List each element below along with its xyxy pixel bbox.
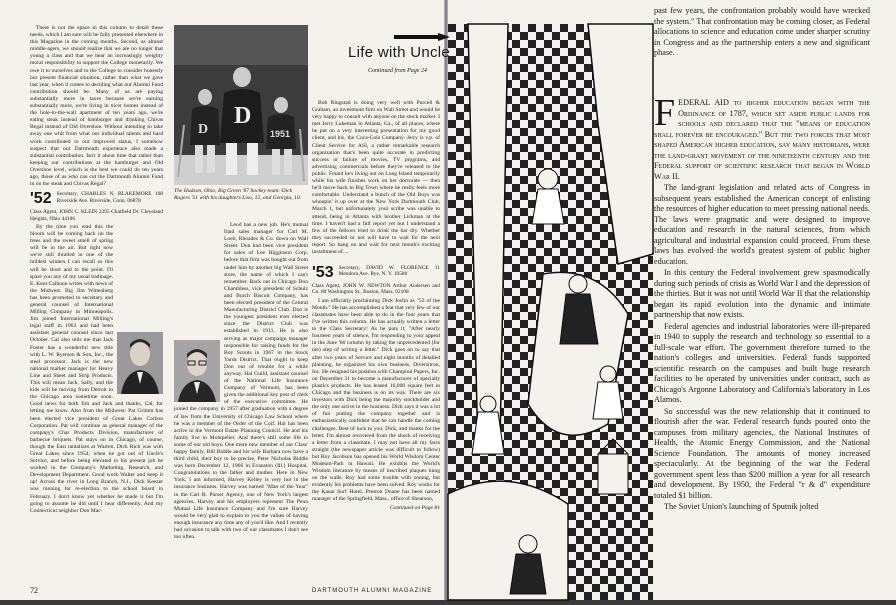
class-52-header [30,191,163,207]
essay-paragraph-3: In this century the Federal involvement grew spasmodically during such periods of crisis as World War I and the depression of the thirties. But it was not until World War II that the relationship began its rapid evolution into the dynamic and intimate partnership that now exists. [654,268,870,319]
continued-from-label: Continued from Page 24 [368,68,427,74]
class-52-number: '52 [30,190,52,208]
checkerboard-illustration [448,24,653,600]
portrait-photo-grimm [117,332,163,394]
essay-top-text [654,6,870,70]
class-52-secretary: Secretary, CHARLES N. BLAKEMORE 168 Riverside Ave. Riverside, Conn. 06878 [56,191,163,204]
class-53-secretary: Secretary, DAVID W. FLORENCE 11 Mendora Ave. Rye, N. Y. 10580 [338,265,440,278]
class-52-news-text: By the time you read this the bloom will be coming back on the trees and the sweet smell of spring will be in the air. But right now we're still thralled in one of the mildest winters I can recall so this will be short and to the point. I'll spare you any of my usual badinage. E. Kent Calhoun writes with news of the Midwest. Big Jim Wittenberg has been promoted to secretary and general counsel of International Milling Company in Minneapolis. Jim joined International Milling's legal staff in 1963 and had been assistant general counsel since last October. Cal also tells me that Jack Foster has a wonderful new title with L. W. Ryerson & Son, Inc., the steel processor. Jack is the new national market manager for Heavy Line and Sheet and Strip Products. This will mean Jack, Sally, and the kids will be moving from Detroit to the Chicago area sometime soon. Good news for both Jim and Jack and thanks, Cal, for letting me know. Also from the Midwest: Pat Grimm has been elected vice president of Great Lakes Carbon Corporation. Pat will continue as general manager of the company's Char Products Division, manufacturer of barbecue briquets. Pat stays on in Chicago, of course, though the East tantalizes at Warren. Dick Rich was with Great Lakes since 1954, when he got out of Uncle's Service, and before being elevated to his present job he worked in the Company's Marketing, Research, and Development Department. Good work Walter and keep it up! Across the river in Long Branch, N.J., Dick Keezer was running for re-election to the school board in February. I don't know yet whether he made it but I'm going to assume he did until I hear differently. And my Connecticut neighbor Don Mac- [30,223,163,514]
class-52-agent: Class Agent, JOHN C. KLEIN 2295 Chatfield Dr. Cleveland Heights, Ohio 44106 [30,209,163,222]
class-53-number: '53 [312,264,334,281]
class-notes-column-2 [174,222,308,593]
svg-text:1951: 1951 [270,129,291,139]
essay-paragraph-1: EDERAL AID to higher education began with the Ordinance of 1787, which set aside public lands for schools and declared that the "means of education shall forever be encouraged." But the two forces that most shaped American higher education, say many historians, were the land-grant movement of the nineteenth century and the Federal support of scientific research that began in World War II. [654,98,870,181]
essay-body [654,92,870,598]
essay-paragraph-4: Federal agencies and industrial laboratories were ill-prepared in 1940 to supply the research and technology so essential to a full-scale war effort. The government therefore turned to the nation's colleges and universities. Federal funds supported scientific research on the campuses and built huge research facilities to be operated by universities under contract, such as Chicago's Argonne Laboratory and California's laboratory in Los Alamos. [654,321,870,404]
title-arrow-icon [394,28,450,36]
magazine-footer: DARTMOUTH ALUMNI MAGAZINE [312,588,433,594]
hockey-team-photo [174,25,308,185]
class-53-header [312,265,440,281]
essay-paragraph-5: So successful was the new relationship that it continued to flourish after the war. Federal research funds poured onto the campuses from military agencies, the National Institutes of Health, the Atomic Energy Commission, and the National Science Foundation. The amounts of money increased spectacularly. At the beginning of the war the Federal government spent less than $200 million a year for all research and development. By 1950, the Federal "r & d" expenditure totaled $1 billion. [654,406,870,500]
class-53-column [312,262,440,592]
continued-on-label: Continued on Page 81 [389,504,440,511]
class-notes-column-1 [30,25,163,593]
hockey-photo-caption: The Hudson, Ohio, Big Green '67 hockey team: Dick Rogers '51 with his daughters Lisa, 12, and Georgia, 10. [174,188,302,201]
drop-cap: F [654,92,676,134]
essay-paragraph-6: The Soviet Union's launching of Sputnik jolted [664,502,819,511]
svg-text:D: D [198,122,209,137]
page-number-left: 72 [30,586,38,595]
class-52-news-final: Bob Ringstad is doing very well with Purcell & Graham, an investment firm on Wall Street and would be very happy to consult with anyone on the stock market. I met Jerry Lukeman in Atlanta, Ga., of all places, where he put on a very interesting presentation for my good client, and his, the Coca-Cola Company. Jerry is v.p. of Client Service for ASI, a rather remarkable research organization that's been quite accurate in predicting success or failure of movies, TV programs, and advertising commercials before they're released to the public. Found he's living out on Long Island temporarily while his wife finishes work on her doctorate — then he'll move back to Big Town where he really feels more comfortable. Understand a bunch of the Old Boys was whoopin' it up over at the New York Dartmouth Club, March 1, but unfortunately your scribe was unable to attend, being in Atlanta with brother Lickman at the time. I haven't had a full report yet but I understand a few of the fellows tried to drink the bar dry. Whether they succeeded or not will have to wait for the next report. So hang on and wait for next month's exciting installment of.... [312,100,440,255]
essay-top-paragraph: past few years, the confrontation probably would have wrecked the system." That confrontation may be coming closer, as Federal allocations to science and education come under sharper scrutiny in Congress and as the partnership enters a new and significant phase. [654,6,870,57]
class-52-news-block [30,224,163,515]
feature-title: Life with Uncle [348,44,451,61]
essay-paragraph-2: The land-grant legislation and related acts of Congress in subsequent years established the American concept of enlisting the resources of higher education to meet pressing national needs. The laws were pragmatic and were designed to improve education and research in the natural sciences, from which agricultural and industrial expansion could proceed. From these laws has evolved the world's greatest system of public higher education. [654,183,870,266]
column-intro-text: There is not the space in this column to detail these needs, which I am sure will be fully presented elsewhere in this Magazine in the coming months. Second, as almost middle-agers, we should realize that we are no longer that young a class and that we bear an increasingly weighty moral responsibility to support the College monetarily. We owe it to ourselves and to the College to consider honestly our present financial situation, rather than what we gave last year, when it comes to deciding what our Alumni Fund contribution should be. Many of us are paying substantially more in taxes because we're earning substantially more, we're living in nicer homes instead of the hole-in-the-wall apartment of ten years ago, we're eating steak instead of hamburger and drinking Chivas Regal instead of Old Overshoe. Without intending to take away one whit from what our individual talents and hard work contributed to our improved status, I somehow suspect that our Dartmouth experience also made a substantial contribution. Isn't it about time that rather than keeping our contributions at the hamburger and Old Overshoe level, which is the best we could do ten years ago, those of us who can cut the Dartmouth Alumni Fund in on the steak and Chivas Regal? [30,25,163,188]
portrait-photo-guild [174,340,220,402]
class-52-news-continued: Leod has a new job. He's mutual fund sales manager for Carl M. Loeb, Rhoades & Co. down on Wall Street. Don had been vice president for sales of Lee Higginson Corp. before that firm was bought out from under him by another big Wall Street store, the name of which I can't remember. Back out in Chicago Don Chambless, vice president of Schulz and Burch Biscuit Company, has been elected president of the Central Manufacturing District Club. Don is the youngest president ever elected since the District Club was established in 1911. He is also serving as major campaign manager responsible for raising funds for the Boy Scouts in 1967 in the Stock Yards District. That ought to keep Don out of trouble for a while anyway. Hal Guild, assistant counsel of the National Life Insurance Company of Vermont, has been given the additional key post of clerk of the executive committee. He joined the company in 1957 after graduation with a degree of law from the University of Chicago Law School where he was a member of the Order of the Coif. Hal has been active in the Vermont Estate Planning Council. He and his family live in Montpelier. And there's still some life in some of our old boys. One more new member of our Class' happy family. Bill Biddle and his wife Barbara now have a third child, their boy to be precise, Peter Nicholas Biddle was born December 12, 1966 in Evanston (Ill.) Hospital. Congratulations to the father and mother. Here in New York, I am informed, Harvey Kelley is very hot in the insurance business. Harvey was named "Man of the Year" in the Carl R. Purser Agency, one of New York's largest agencies. Harvey and his employers represent The Penn Mutual Life Insurance Company and I'm sure Harvey would be very glad to explain to you the values of having enough insurance any time any of you'd like. And I recently had occasion to talk with two of our classmates I don't see too often. [174,222,308,541]
svg-text:D: D [234,103,252,129]
life-with-uncle-column [312,100,440,260]
class-53-news-text: I am officially proclaiming Dick Joslin as "53 of the Month." He has accomplished a feat that very few of our classmates have been able to do in the four years that I've written this column. He has actually written a letter to the Class Secretary! As he puts it, "After nearly fourteen years of silence, I'm responding to your appeal in the June '66 column by taking the unprecedented (for me) step of writing a letter." Dick goes on to say that after two years of Service and eight months of detailed planning, he organized his own business, Diversitron, Inc. He resigned his position with Champion Papers, Inc. on December 31 to become a manufacturer of specialty plastics products. He has leased 16,000 square feet in Chicago and the business is on its way. There are six investors with Dick being the majority stockholder and the only one active in the business. Dick says it was a lot of fun putting the company together and is enthusiastically confident that he can handle the coming challenges. Best of luck to you, Dick, and thanks for the letter. I'm almost recovered from the shock of receiving a letter from a classmate. I may not have all my facts straight (the newspaper article was difficult to follow) but Roy Jacobson has opened his World Wisdom Center Museum-Park in Hawaii. He exhibits the World's Wisdom literature by means of inscribed plaques hung on the walls. Roy had some trouble with zoning, but evidently his problems have been solved. Roy works for the Kauai Surf Hotel. Preston Doane has been named manager of the Springfield, Mass., office of Shearson, [312,297,440,503]
class-53-agent: Class Agent, JOHN W. NEWTON Arthur Andersen and Co. 80 Washington St., Boston, Mass. 02108 [312,283,440,296]
